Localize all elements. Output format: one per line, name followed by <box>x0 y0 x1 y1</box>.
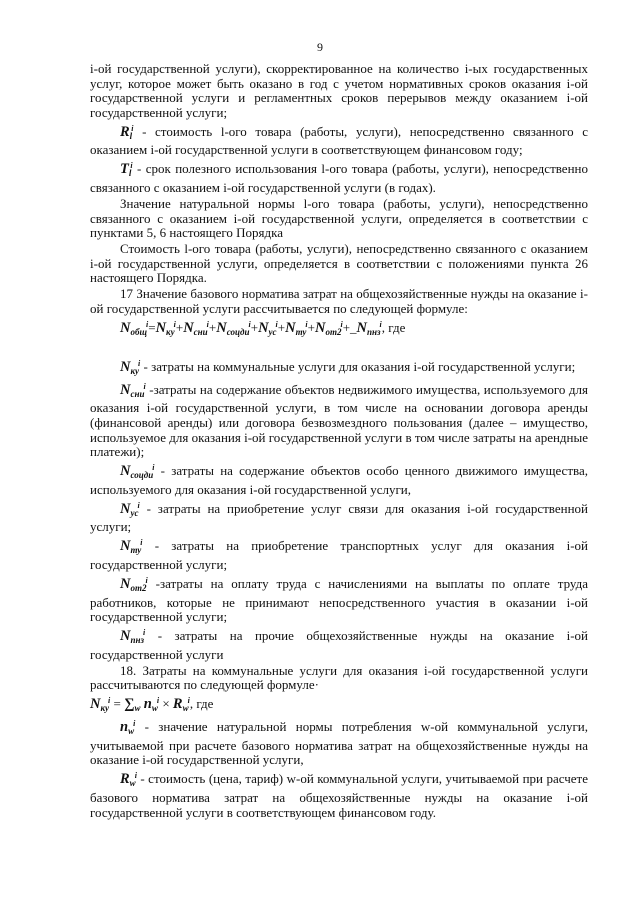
cost-definition <box>90 357 588 379</box>
formula2-r: $R_w^i$ <box>172 696 190 714</box>
formula-operator: + <box>307 319 315 335</box>
cost-definition-text: -затраты на содержание объектов недвижимого имущества, используемого для оказания i-ой государственной услуги, в том числе на основании договора аренды (финансовой аренды) или договора безвозмездного пользования (далее – имущество, используемое для оказания i-ой государственной услуги в том числе затраты на арендные платежи); <box>90 381 588 460</box>
formula-term: $N_{ку}^i$ <box>155 319 176 337</box>
formula-term: $N_{ус}^i$ <box>258 319 278 337</box>
formula-term: $N_{сни}^i$ <box>183 319 209 337</box>
cost-symbol: $N_{ку}^i$ <box>120 358 141 376</box>
definition-r <box>90 122 588 158</box>
formula2-lhs: $N_{ку}^i$ <box>90 696 111 714</box>
cost-symbol: $N_{пнз}^i$ <box>120 628 146 646</box>
formula-operator: + <box>175 319 184 335</box>
definition-t-text: - срок полезного использования l-ого товара (работы, услуги), непосредственно связанного с оказанием i-ой государственной услуги (в годах). <box>90 161 588 195</box>
formula-operator: + <box>250 319 259 335</box>
cost-definition <box>90 626 588 662</box>
symbol-r: $R_l^i$ <box>120 123 134 141</box>
cost-symbol: $N_{от2}^i$ <box>120 575 148 593</box>
cost-definition <box>90 380 588 460</box>
formula-term: $N_{пнз}^i$ <box>356 319 382 337</box>
cost-symbol: $N_{ту}^i$ <box>120 538 143 556</box>
cost-definition-text: - затраты на содержание объектов особо ценного движимого имущества, используемого для оказания i-ой государственной услуги, <box>90 463 588 497</box>
formula-lhs: $N_{общ}^i$ <box>120 319 149 337</box>
page-number: 9 <box>317 40 323 54</box>
formula-operator: + <box>208 319 217 335</box>
formula-term: $N_{от2}^i$ <box>314 319 343 337</box>
cost-definition-text: - затраты на прочие общехозяйственные нужды на оказание i-ой государственной услуги <box>90 628 588 662</box>
definition-r-text: - стоимость l-ого товара (работы, услуги), непосредственно связанного с оказанием i-ой государственной услуги в соответствующем финансовом году; <box>90 123 588 158</box>
cost-definition <box>90 574 588 625</box>
cost-symbol: $N_{ус}^i$ <box>120 500 140 518</box>
definition-r-w <box>90 769 588 820</box>
definition-t <box>90 159 588 195</box>
formula-terms <box>148 320 382 335</box>
formula-utilities: $N_{ку}^i = \sum_w$ $n_w^i \times R_w^i$, где <box>90 696 214 714</box>
formula-term: $N_{ту}^i$ <box>285 319 308 337</box>
paragraph-cost: Стоимость l-ого товара (работы, услуги), непосредственно связанного с оказанием i-ой государственной услуги, определяется в соответствии с положениями пункта 26 настоящего Порядка. <box>90 241 588 286</box>
formula-term: $N_{соцди}^i$ <box>216 319 251 337</box>
paragraph-intro: i-ой государственной услуги), скорректированное на количество i-ых государственных услуг, которое может быть оказано в год с учетом нормативных сроков оказания i-ой государственной услуги и регламентных сроков перерывов между оказанием i-ой государственной услуги; <box>90 61 588 120</box>
cost-definition <box>90 536 588 572</box>
formula-suffix: , где <box>381 319 406 335</box>
definition-n-w-text: - значение натуральной нормы потребления w-ой коммунальной услуги, учитываемой при расчете базового норматива затрат на общехозяйственные нужды на оказание i-ой государственной услуги, <box>90 719 588 768</box>
cost-definition-text: - затраты на приобретение транспортных услуг для оказания i-ой государственной услуги; <box>90 538 588 572</box>
definition-r-w-text: - стоимость (цена, тариф) w-ой коммунальной услуги, учитываемой при расчете базового норматива затрат на общехозяйственные нужды на оказание i-ой государственной услуги в соответствующем финансовом году. <box>90 771 588 820</box>
paragraph-natural-norm: Значение натуральной нормы l-ого товара (работы, услуги), непосредственно связанного с оказанием i-ой государственной услуги, определяется в соответствии с пунктами 5, 6 настоящего Порядка <box>90 195 588 241</box>
formula-general-needs <box>90 318 588 340</box>
cost-definition-text: -затраты на оплату труда с начислениями на выплаты по оплате труда работников, которые не принимают непосредственного участия в оказании i-ой государственной услуги; <box>90 575 588 625</box>
symbol-n-w: $n_w^i$ <box>120 719 136 737</box>
spacer <box>90 341 588 357</box>
cost-symbol: $N_{соцди}^i$ <box>120 463 155 481</box>
document-body <box>90 62 588 822</box>
paragraph-17: 17 Значение базового норматива затрат на общехозяйственные нужды на оказание i-ой государственной услуги рассчитывается по следующей формуле: <box>90 286 588 316</box>
paragraph-18: 18. Затраты на коммунальные услуги для оказания i-ой государственной услуги рассчитываются по следующей формуле· <box>90 662 588 693</box>
formula-operator: = <box>148 319 156 335</box>
cost-definition-text: - затраты на коммунальные услуги для оказания i-ой государственной услуги; <box>140 358 576 374</box>
symbol-r-w: $R_w^i$ <box>120 771 137 789</box>
definition-n-w <box>90 717 588 768</box>
sum-symbol: $\sum_w$ <box>124 696 141 714</box>
cost-definitions-list <box>90 357 588 662</box>
cost-definition <box>90 461 588 497</box>
formula2-n: $n_w^i$ <box>143 696 160 714</box>
formula2-suffix: , где <box>189 696 214 712</box>
cost-definition-text: - затраты на приобретение услуг связи для оказания i-ой государственной услуги; <box>90 500 588 535</box>
cost-definition <box>90 499 588 535</box>
cost-symbol: $N_{сни}^i$ <box>120 381 146 399</box>
formula-operator: + <box>277 319 286 335</box>
symbol-t: $T_l^i$ <box>120 161 133 179</box>
formula-operator: +_ <box>342 319 357 335</box>
